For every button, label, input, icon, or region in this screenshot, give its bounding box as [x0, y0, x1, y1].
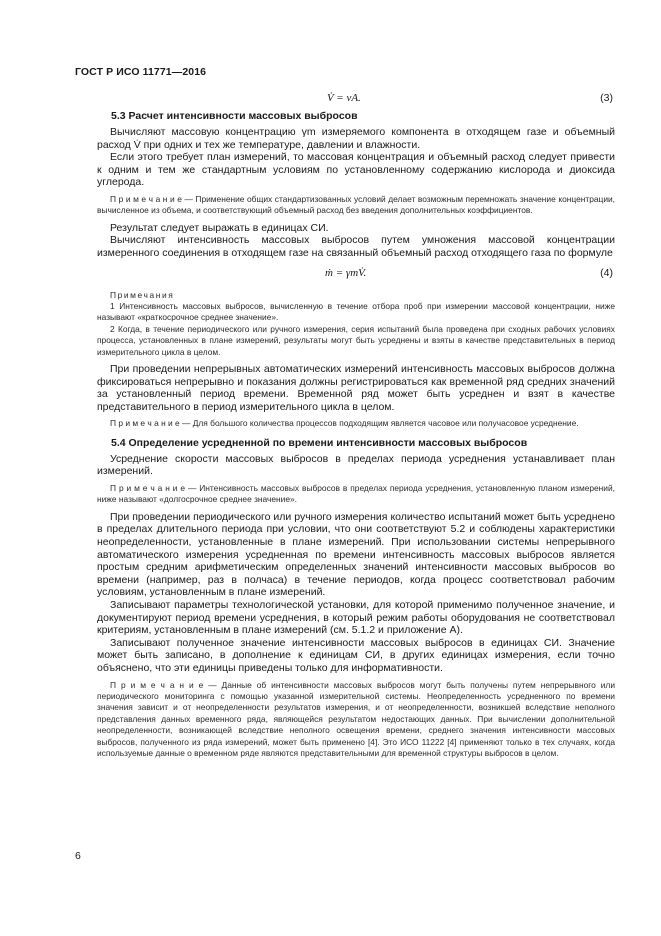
paragraph: Вычисляют интенсивность массовых выбросов путем умножения массовой концентрации измеренного соединения в отходящем газе на связанный объемный расход отходящего газа по формуле	[97, 234, 615, 259]
page-number: 6	[75, 850, 81, 862]
formula-3-number: (3)	[600, 92, 613, 104]
paragraph: Записывают полученное значение интенсивности массовых выбросов в единицах СИ. Значение может быть записано, в дополнение к единицам СИ, в других единицах измерения, если точно объяснено, что эти единицы приведены только для информативности.	[97, 636, 615, 674]
paragraph: При проведении непрерывных автоматических измерений интенсивность массовых выбросов должна фиксироваться непрерывно и показания должны регистрироваться как временной ряд средних значений за установленный период времени. Временной ряд может быть усреднен и взят в качестве представительного в период измерительного цикла в целом.	[97, 363, 615, 413]
formula-3-expression: V̇ = vA.	[327, 92, 361, 104]
paragraph: При проведении периодического или ручного измерения количество испытаний может быть усреднено в пределах длительного периода при условии, что они соответствуют 5.2 и соблюдены характеристики неопределенности, установленные в плане измерений. При использовании системы непрерывного автоматического измерения усредненная по времени интенсивность массовых выбросов является простым средним арифметическим определенных значений интенсивности массовых выбросов во времени (например, раз в полчаса) в течение периодов, когда процесс соответствовал рабочим условиям, установленным в плане измерений.	[97, 510, 615, 599]
note-item: 2 Когда, в течение периодического или ручного измерения, серия испытаний была проведена при сходных рабочих условиях процесса, установленных в плане измерений, результаты могут быть усреднены и взяты в качестве представительных в период измерительного цикла в целом.	[97, 323, 615, 357]
document-header: ГОСТ Р ИСО 11771—2016	[75, 66, 207, 78]
formula-4-number: (4)	[600, 266, 613, 279]
section-5-4-title: 5.4 Определение усредненной по времени интенсивности массовых выбросов	[111, 436, 528, 449]
formula-4-expression: ṁ = γmV̇.	[325, 266, 367, 279]
notes-title: Примечания	[110, 289, 175, 300]
paragraph: Результат следует выражать в единицах СИ.	[110, 221, 329, 234]
note: П р и м е ч а н и е — Применение общих стандартизованных условий делает возможным перемножать значение концентрации, вычисленное из объема, и соответствующий объемный расход без введения дополнительных коэффициентов.	[97, 193, 615, 216]
paragraph: Если этого требует план измерений, то массовая концентрация и объемный расход следует привести к одним и тем же стандартным условиям по установленному содержанию кислорода и диоксида углерода.	[97, 151, 615, 189]
note: П р и м е ч а н и е — Интенсивность массовых выбросов в пределах периода усреднения, установленную планом измерений, ниже называют «долгосрочное среднее значение».	[97, 482, 615, 505]
paragraph: Усреднение скорости массовых выбросов в пределах периода усреднения устанавливает план измерений.	[97, 452, 615, 478]
page-content	[97, 92, 615, 759]
section-5-3-title: 5.3 Расчет интенсивности массовых выбросов	[111, 110, 358, 122]
paragraph: Записывают параметры технологической установки, для которой применимо полученное значение, и документируют период времени усреднения, в который режим работы оборудования не соответствовал критериям, установленным в плане измерений (см. 5.1.2 и приложение А).	[97, 598, 615, 637]
note: П р и м е ч а н и е — Данные об интенсивности массовых выбросов могут быть получены путем непрерывного или периодического мониторинга с помощью указанной измерительной системы. Неопределенность усредненного по времени значения зависит и от неопределенности результатов измерения, и от неопределенности, возникшей вследствие неполного представления данных временного ряда, являющейся результатом недостающих данных. При вычислении дополнительной неопределенности, возникающей вследствие неполного освещения времени, среднего значения интенсивности массовых выбросов, полученного из ряда измерений, может быть применено [4]. Это ИСО 11222 [4] применяют только в тех случаях, когда используемые данные о временном ряде являются представительными для временной структуры выбросов в целом.	[97, 679, 615, 758]
formula-4	[97, 267, 615, 283]
formula-3	[97, 92, 615, 108]
note-item: 1 Интенсивность массовых выбросов, вычисленную в течение отбора проб при измерении массовой концентрации, ниже называют «краткосрочное среднее значение».	[97, 300, 615, 323]
note: П р и м е ч а н и е — Для большого количества процессов подходящим является часовое или получасовое усреднение.	[110, 418, 579, 429]
paragraph: Вычисляют массовую концентрацию γm измеряемого компонента в отходящем газе и объемный расход V̇ при одних и тех же температуре, давлении и влажности.	[97, 126, 615, 151]
